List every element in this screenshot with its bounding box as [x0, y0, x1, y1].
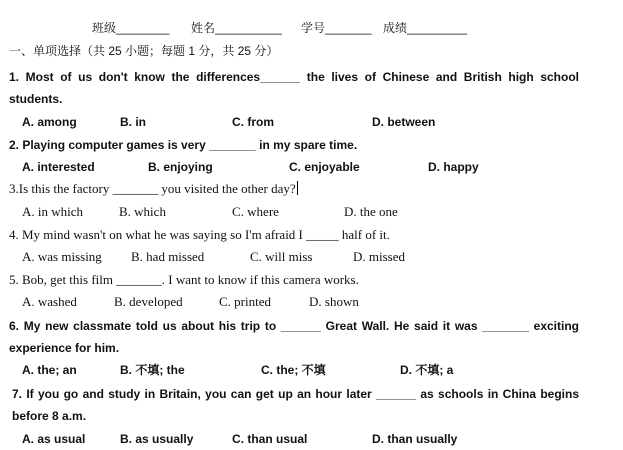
option-c[interactable]: C. than usual — [232, 432, 308, 446]
option-d[interactable]: D. shown — [309, 294, 359, 309]
option-c[interactable]: C. enjoyable — [289, 160, 360, 174]
name-field[interactable]: 姓名__________ — [191, 21, 282, 35]
question-3-text: 3.Is this the factory _______ you visited the other day? — [9, 181, 296, 196]
score-field[interactable]: 成绩_________ — [383, 21, 468, 35]
option-c[interactable]: C. the; 不填 — [261, 363, 326, 377]
option-b[interactable]: B. 不填; the — [120, 363, 185, 377]
option-b[interactable]: B. enjoying — [148, 160, 213, 174]
option-c[interactable]: C. printed — [219, 294, 271, 309]
option-a[interactable]: A. the; an — [22, 363, 77, 377]
option-d[interactable]: D. between — [372, 115, 436, 129]
option-d[interactable]: D. 不填; a — [400, 363, 454, 377]
question-1-stem-cont: students. — [9, 92, 63, 106]
option-a[interactable]: A. interested — [22, 160, 95, 174]
question-2-stem: 2. Playing computer games is very _______ in my spare time. — [9, 138, 358, 152]
option-b[interactable]: B. developed — [114, 294, 183, 309]
option-a[interactable]: A. in which — [22, 204, 84, 219]
option-a[interactable]: A. among — [22, 115, 77, 129]
question-5-stem: 5. Bob, get this film _______. I want to know if this camera works. — [9, 272, 359, 287]
question-4-stem: 4. My mind wasn't on what he was saying so I'm afraid I _____ half of it. — [9, 227, 390, 242]
option-c[interactable]: C. from — [232, 115, 274, 129]
option-c[interactable]: C. will miss — [250, 249, 313, 264]
option-d[interactable]: D. than usually — [372, 432, 458, 446]
question-7-stem: 7. If you go and study in Britain, you can get up an hour later ______ as schools in China begins — [12, 387, 579, 401]
question-7-stem-cont: before 8 a.m. — [12, 409, 87, 423]
section-title: 一、单项选择（共 25 小题；每题 1 分，共 25 分） — [9, 44, 279, 58]
question-1-stem: 1. Most of us don't know the differences______ the lives of Chinese and British high school — [9, 70, 579, 84]
option-b[interactable]: B. which — [119, 204, 166, 219]
option-a[interactable]: A. as usual — [22, 432, 86, 446]
option-b[interactable]: B. had missed — [131, 249, 205, 264]
question-6-stem-cont: experience for him. — [9, 341, 120, 355]
option-c[interactable]: C. where — [232, 204, 279, 219]
option-d[interactable]: D. missed — [353, 249, 405, 264]
option-d[interactable]: D. the one — [344, 204, 398, 219]
student-id-field[interactable]: 学号_______ — [301, 21, 372, 35]
option-b[interactable]: B. in — [120, 115, 146, 129]
class-field[interactable]: 班级________ — [92, 21, 170, 35]
option-a[interactable]: A. was missing — [22, 249, 102, 264]
option-d[interactable]: D. happy — [428, 160, 479, 174]
option-a[interactable]: A. washed — [22, 294, 77, 309]
question-6-stem: 6. My new classmate told us about his trip to ______ Great Wall. He said it was _______ exciting — [9, 319, 579, 333]
question-3-stem — [9, 181, 298, 197]
text-cursor — [297, 181, 298, 195]
option-b[interactable]: B. as usually — [120, 432, 194, 446]
